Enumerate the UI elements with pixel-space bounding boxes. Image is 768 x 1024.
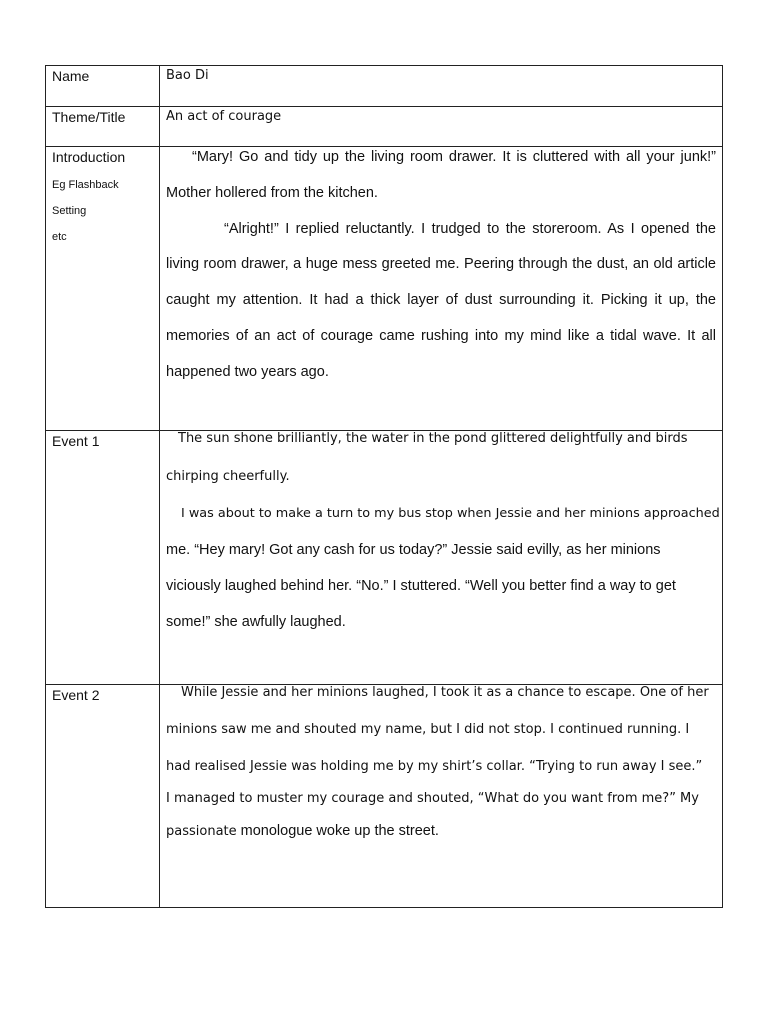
name-label: Name — [52, 68, 90, 84]
event1-label-cell — [46, 431, 160, 685]
name-value-cell — [160, 66, 723, 107]
introduction-text-cell — [160, 147, 723, 431]
event2-paragraph-2: I managed to muster my courage and shouted, “What do you want from me?” My — [166, 791, 699, 806]
theme-label-cell — [46, 107, 160, 147]
name-label-cell — [46, 66, 160, 107]
event2-paragraph-3 — [166, 815, 716, 847]
theme-label: Theme/Title — [52, 109, 126, 125]
event1-row — [46, 431, 723, 685]
introduction-text — [166, 140, 716, 391]
event1-paragraph-2-end: me. “Hey mary! Got any cash for us today?” Jessie said evilly, as her minions viciously laughed behind her. “No.” I stuttered. “Well you better find a way to get some!” she awfully laughed. — [166, 541, 676, 630]
event1-text-cell — [160, 431, 723, 685]
introduction-label-cell — [46, 147, 160, 431]
event2-row — [46, 685, 723, 908]
intro-hint-etc: etc — [52, 231, 67, 243]
intro-hint-flashback: Eg Flashback — [52, 179, 119, 191]
event1-paragraph-1: The sun shone brilliantly, the water in the pond glittered delightfully and birds chirping cheerfully. — [166, 431, 688, 484]
event2-label: Event 2 — [52, 687, 100, 703]
intro-paragraph-1: “Mary! Go and tidy up the living room drawer. It is cluttered with all your junk!” Mother hollered from the kitchen. — [166, 149, 716, 201]
event2-label-cell — [46, 685, 160, 908]
event2-paragraph-3-end: monologue woke up the street. — [240, 823, 439, 839]
name-row — [46, 66, 723, 107]
event1-label: Event 1 — [52, 433, 100, 449]
event1-text — [166, 420, 720, 640]
intro-hint-setting: Setting — [52, 205, 87, 217]
intro-paragraph-2: “Alright!” I replied reluctantly. I trudged to the storeroom. As I opened the living room drawer, a huge mess greeted me. Peering through the dust, an old article caught my attention. It had a thick layer of dust surrounding it. Picking it up, the memories of an act of courage came rushing into my mind like a tidal wave. It all happened two years ago. — [166, 220, 716, 380]
story-plan-table — [45, 65, 723, 908]
event2-text-cell — [160, 685, 723, 908]
event1-paragraph-2-start: I was about to make a turn to my bus stop when Jessie and her minions approached — [181, 506, 720, 521]
name-value: Bao Di — [166, 68, 209, 83]
theme-value: An act of courage — [166, 109, 282, 124]
event2-passionate-word: passionate — [166, 824, 237, 839]
event2-paragraph-1: While Jessie and her minions laughed, I took it as a chance to escape. One of her minions saw me and shouted my name, but I did not stop. I continued running. I had realised Jessie was holding me by my shirt’s collar. “Trying to run away I see.” — [166, 685, 709, 774]
event2-text — [166, 674, 716, 847]
introduction-label: Introduction — [52, 149, 126, 165]
introduction-row — [46, 147, 723, 431]
